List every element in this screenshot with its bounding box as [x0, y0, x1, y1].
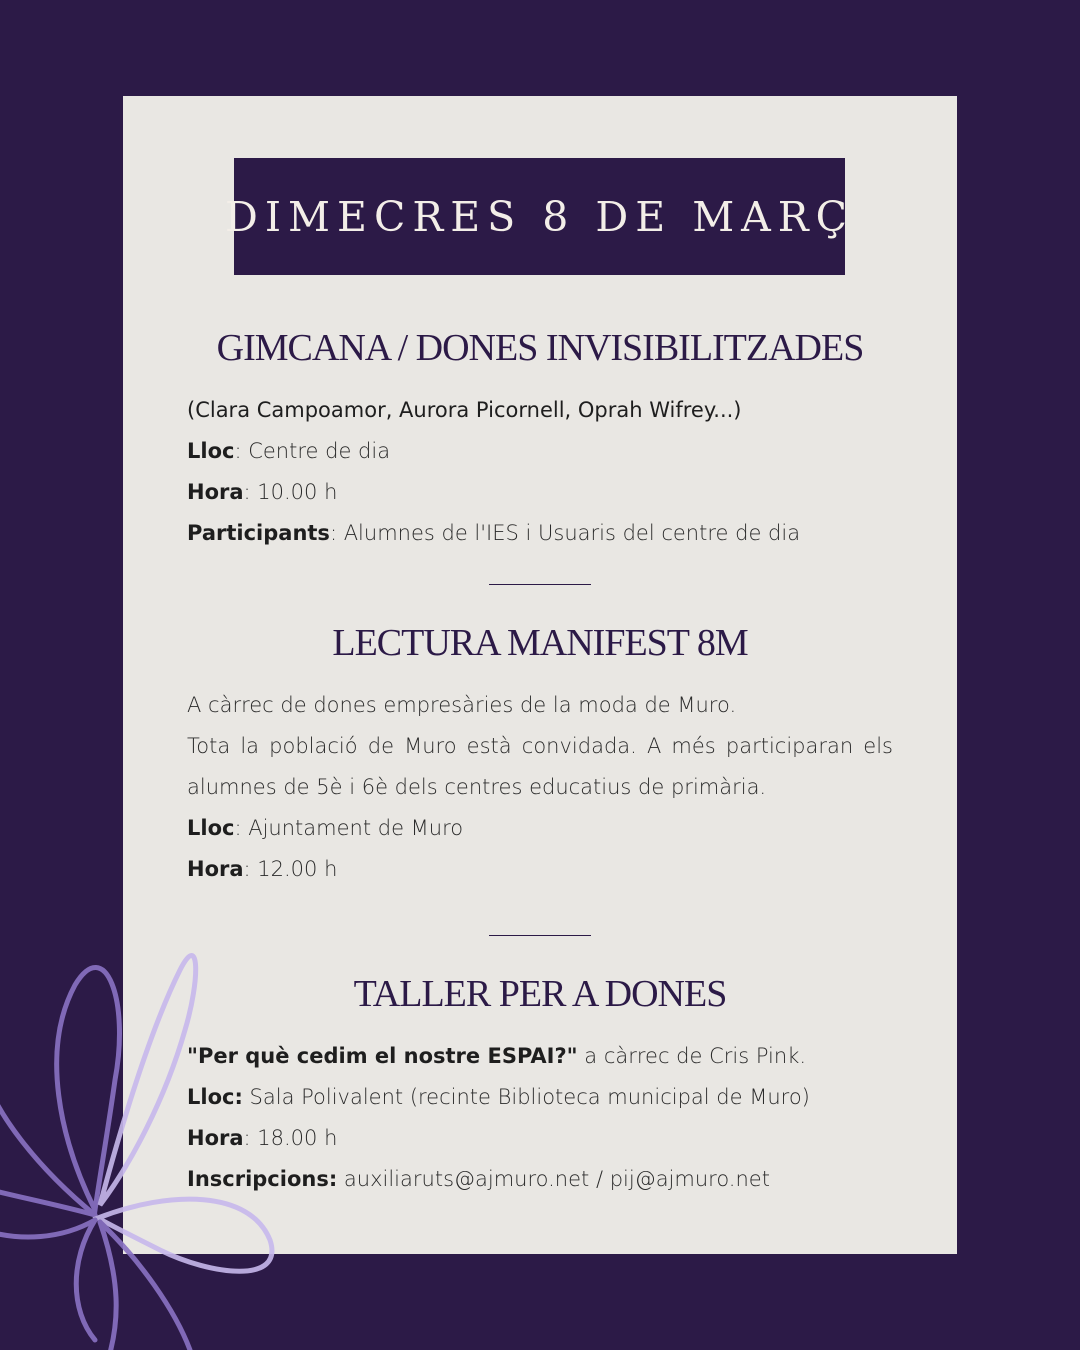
section-body-lectura [187, 685, 893, 890]
section-body-taller [187, 1036, 893, 1200]
section-body-gimcana [187, 390, 893, 554]
place-line [187, 808, 893, 849]
place-value: : Ajuntament de Muro [234, 816, 464, 840]
participants-label: Participants [187, 521, 330, 545]
signup-line [187, 1159, 893, 1200]
place-line [187, 1077, 893, 1118]
event-card [123, 96, 957, 1254]
signup-emails[interactable]: auxiliaruts@ajmuro.net / pij@ajmuro.net [337, 1167, 770, 1191]
section-title-taller: TALLER PER A DONES [353, 973, 727, 1015]
names-text: (Clara Campoamor, Aurora Picornell, Oprah Wifrey...) [187, 398, 742, 422]
invitation-paragraph: Tota la població de Muro està convidada. A més participaran els alumnes de 5è i 6è dels centres educatius de primària. [187, 734, 893, 799]
participants-line [187, 513, 893, 554]
time-value: : 18.00 h [243, 1126, 338, 1150]
time-label: Hora [187, 857, 244, 881]
time-value: : 12.00 h [243, 857, 338, 881]
time-line [187, 849, 893, 890]
section-divider [489, 935, 591, 936]
section-title-gimcana: GIMCANA / DONES INVISIBILITZADES [216, 327, 864, 369]
date-text: DIMECRES 8 DE MARÇ [224, 192, 855, 241]
time-value: : 10.00 h [243, 480, 338, 504]
organizer-line: A càrrec de dones empresàries de la moda de Muro. [187, 693, 737, 717]
place-label: Lloc [187, 816, 235, 840]
time-label: Hora [187, 1126, 244, 1150]
section-divider [489, 584, 591, 585]
time-line [187, 472, 893, 513]
names-line [187, 390, 893, 431]
place-line [187, 431, 893, 472]
talk-title: "Per què cedim el nostre ESPAI?" [187, 1044, 578, 1068]
place-value: Sala Polivalent (recinte Biblioteca municipal de Muro) [242, 1085, 810, 1109]
participants-value: : Alumnes de l'IES i Usuaris del centre de dia [329, 521, 801, 545]
time-line [187, 1118, 893, 1159]
talk-speaker: a càrrec de Cris Pink. [577, 1044, 807, 1068]
place-value: : Centre de dia [234, 439, 391, 463]
place-label: Lloc: [187, 1085, 243, 1109]
place-label: Lloc [187, 439, 235, 463]
date-banner [224, 158, 855, 275]
talk-line [187, 1036, 893, 1077]
signup-label: Inscripcions: [187, 1167, 338, 1191]
time-label: Hora [187, 480, 244, 504]
section-title-lectura: LECTURA MANIFEST 8M [332, 622, 748, 664]
